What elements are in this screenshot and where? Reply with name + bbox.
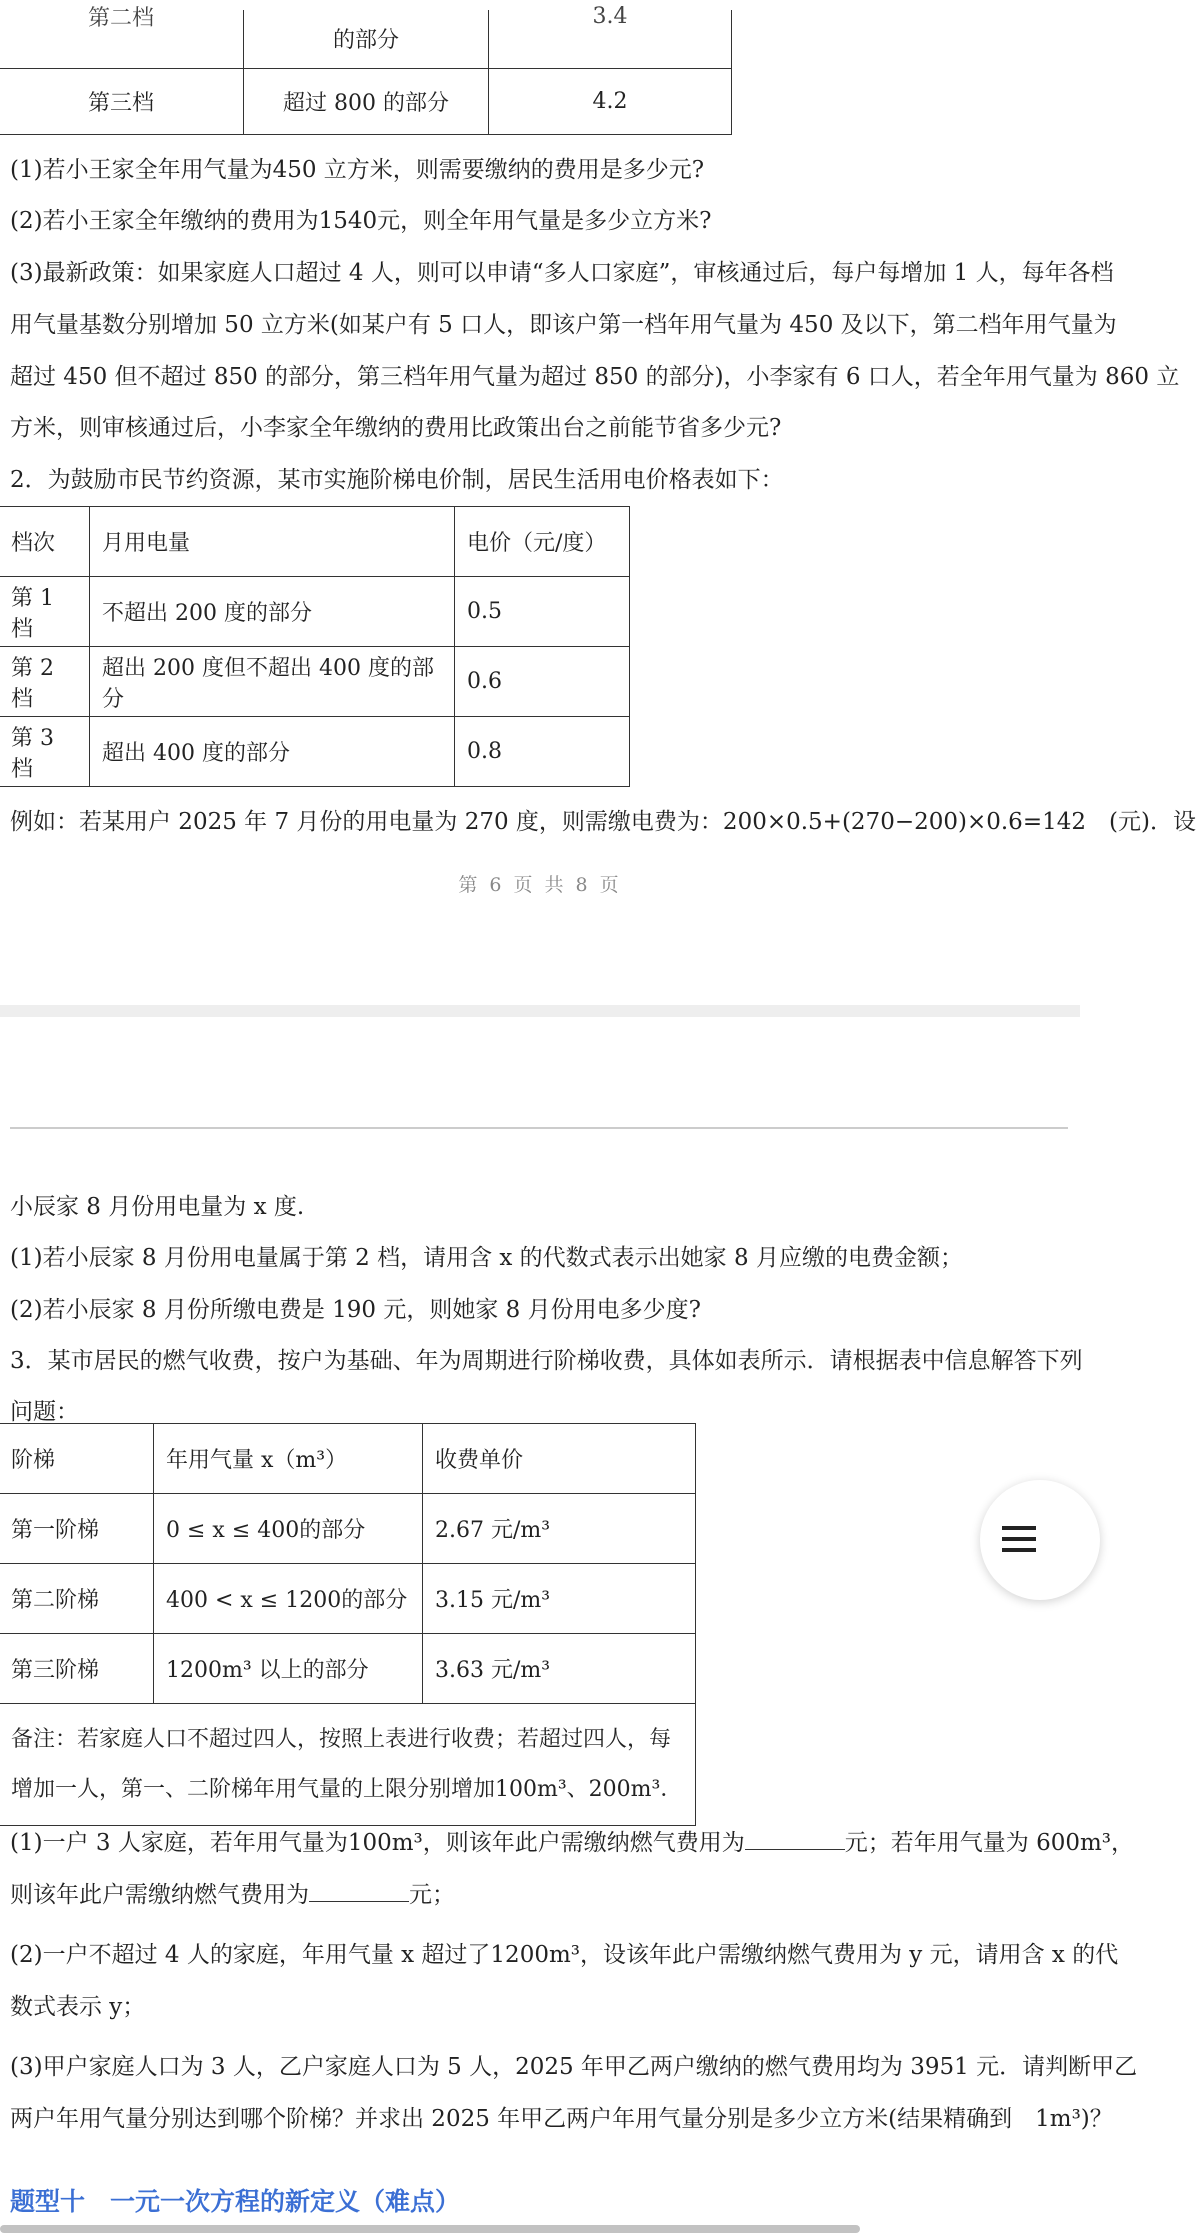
answer-blank[interactable] bbox=[745, 1849, 845, 1850]
table-header: 阶梯 bbox=[0, 1424, 154, 1494]
table-cell: 3.4 bbox=[592, 4, 628, 30]
menu-icon bbox=[1002, 1524, 1036, 1554]
table-cell: 2.67 元/m³ bbox=[423, 1494, 696, 1564]
table-cell: 0 ≤ x ≤ 400的部分 bbox=[154, 1494, 423, 1564]
question-line: 两户年用气量分别达到哪个阶梯？并求出 2025 年甲乙两户年用气量分别是多少立方米(结果精确到 1m³)？ bbox=[10, 2106, 1113, 2132]
table-cell: 超出 400 度的部分 bbox=[90, 717, 455, 787]
table-row bbox=[0, 647, 630, 717]
table-cell: 超出 200 度但不超出 400 度的部分 bbox=[90, 647, 455, 717]
question-intro: 3．某市居民的燃气收费，按户为基础、年为周期进行阶梯收费，具体如表所示．请根据表中信息解答下列 bbox=[10, 1348, 1083, 1374]
table-cell: 0.8 bbox=[455, 717, 630, 787]
table-note bbox=[0, 1704, 696, 1826]
question-intro: 问题： bbox=[10, 1399, 79, 1425]
question-line: 小辰家 8 月份用电量为 x 度. bbox=[10, 1194, 305, 1220]
table-row bbox=[0, 717, 630, 787]
table-row bbox=[0, 1494, 696, 1564]
note-line: 备注：若家庭人口不超过四人，按照上表进行收费；若超过四人，每 bbox=[11, 1726, 672, 1752]
question-line: (3)最新政策：如果家庭人口超过 4 人，则可以申请“多人口家庭”，审核通过后，每户每增加 1 人，每年各档 bbox=[10, 260, 1114, 286]
question-line: 方米，则审核通过后，小李家全年缴纳的费用比政策出台之前能节省多少元? bbox=[10, 415, 782, 441]
table-header: 档次 bbox=[0, 507, 90, 577]
table-header: 收费单价 bbox=[423, 1424, 696, 1494]
table-cell: 第二阶梯 bbox=[0, 1564, 154, 1634]
table-cell: 超过 800 的部分 bbox=[283, 90, 449, 116]
question-line bbox=[10, 1827, 1135, 1859]
floating-menu-button[interactable] bbox=[980, 1480, 1100, 1600]
question-intro: 2．为鼓励市民节约资源，某市实施阶梯电价制，居民生活用电价格表如下： bbox=[10, 467, 784, 493]
horizontal-scrollbar[interactable] bbox=[0, 2225, 860, 2233]
table-cell: 第三阶梯 bbox=[0, 1634, 154, 1704]
question-text: 元；若年用气量为 600m³， bbox=[844, 1830, 1135, 1856]
table-row bbox=[0, 577, 630, 647]
gas-price-table-partial bbox=[0, 4, 732, 135]
table-cell: 第 2 档 bbox=[0, 647, 90, 717]
table-cell: 0.5 bbox=[455, 577, 630, 647]
question-line: (2)若小王家全年缴纳的费用为1540元，则全年用气量是多少立方米? bbox=[10, 208, 712, 234]
page-footer: 第 6 页 共 8 页 bbox=[458, 874, 622, 896]
table-cell: 1200m³ 以上的部分 bbox=[154, 1634, 423, 1704]
table-row bbox=[0, 1634, 696, 1704]
table-cell: 第一阶梯 bbox=[0, 1494, 154, 1564]
document-page-6 bbox=[0, 0, 1196, 1005]
table-cell: 400 < x ≤ 1200的部分 bbox=[154, 1564, 423, 1634]
question-line: (1)若小辰家 8 月份用电量属于第 2 档，请用含 x 的代数式表示出她家 8 月应缴的电费金额； bbox=[10, 1245, 963, 1271]
table-cell: 0.6 bbox=[455, 647, 630, 717]
question-line: (1)若小王家全年用气量为450 立方米，则需要缴纳的费用是多少元? bbox=[10, 157, 705, 183]
table-cell: 3.63 元/m³ bbox=[423, 1634, 696, 1704]
question-line: (3)甲户家庭人口为 3 人，乙户家庭人口为 5 人，2025 年甲乙两户缴纳的燃气费用均为 3951 元．请判断甲乙 bbox=[10, 2054, 1138, 2080]
electricity-price-table bbox=[0, 506, 630, 787]
example-line: 例如：若某用户 2025 年 7 月份的用电量为 270 度，则需缴电费为：200×0.5+(270−200)×0.6=142 (元)．设 bbox=[10, 809, 1196, 835]
table-cell: 第 1 档 bbox=[0, 577, 90, 647]
divider bbox=[10, 1127, 1068, 1129]
question-line: 超过 450 但不超过 850 的部分，第三档年用气量为超过 850 的部分)，小李家有 6 口人，若全年用气量为 860 立 bbox=[10, 364, 1180, 390]
gas-tier-table bbox=[0, 1423, 696, 1826]
question-line bbox=[10, 1879, 1070, 1911]
document-page-7 bbox=[0, 1017, 1138, 2237]
question-line: (2)一户不超过 4 人的家庭，年用气量 x 超过了1200m³，设该年此户需缴纳燃气费用为 y 元，请用含 x 的代 bbox=[10, 1942, 1119, 1968]
question-line: 数式表示 y； bbox=[10, 1994, 146, 2020]
question-text: 元； bbox=[409, 1882, 455, 1908]
table-header: 年用气量 x（m³） bbox=[154, 1424, 423, 1494]
table-header: 电价（元/度） bbox=[455, 507, 630, 577]
question-text: 则该年此户需缴纳燃气费用为 bbox=[10, 1882, 309, 1908]
table-cell: 第三档 bbox=[87, 90, 154, 116]
table-cell: 不超出 200 度的部分 bbox=[90, 577, 455, 647]
table-cell: 第二档 bbox=[87, 6, 154, 32]
table-cell: 第 3 档 bbox=[0, 717, 90, 787]
table-header: 月用电量 bbox=[90, 507, 455, 577]
table-cell: 4.2 bbox=[592, 88, 628, 114]
question-line: (2)若小辰家 8 月份所缴电费是 190 元，则她家 8 月份用电多少度? bbox=[10, 1297, 701, 1323]
question-line: 用气量基数分别增加 50 立方米(如某户有 5 口人，即该户第一档年用气量为 450 及以下，第二档年用气量为 bbox=[10, 312, 1117, 338]
answer-blank[interactable] bbox=[309, 1901, 409, 1902]
page-gap bbox=[0, 1005, 1080, 1017]
question-text: (1)一户 3 人家庭，若年用气量为100m³，则该年此户需缴纳燃气费用为 bbox=[10, 1830, 745, 1856]
note-line: 增加一人，第一、二阶梯年用气量的上限分别增加100m³、200m³． bbox=[11, 1776, 683, 1802]
table-cell: 3.15 元/m³ bbox=[423, 1564, 696, 1634]
table-row bbox=[0, 1564, 696, 1634]
table-cell: 的部分 bbox=[332, 28, 399, 54]
section-heading: 题型十 一元一次方程的新定义（难点） bbox=[10, 2187, 461, 2216]
